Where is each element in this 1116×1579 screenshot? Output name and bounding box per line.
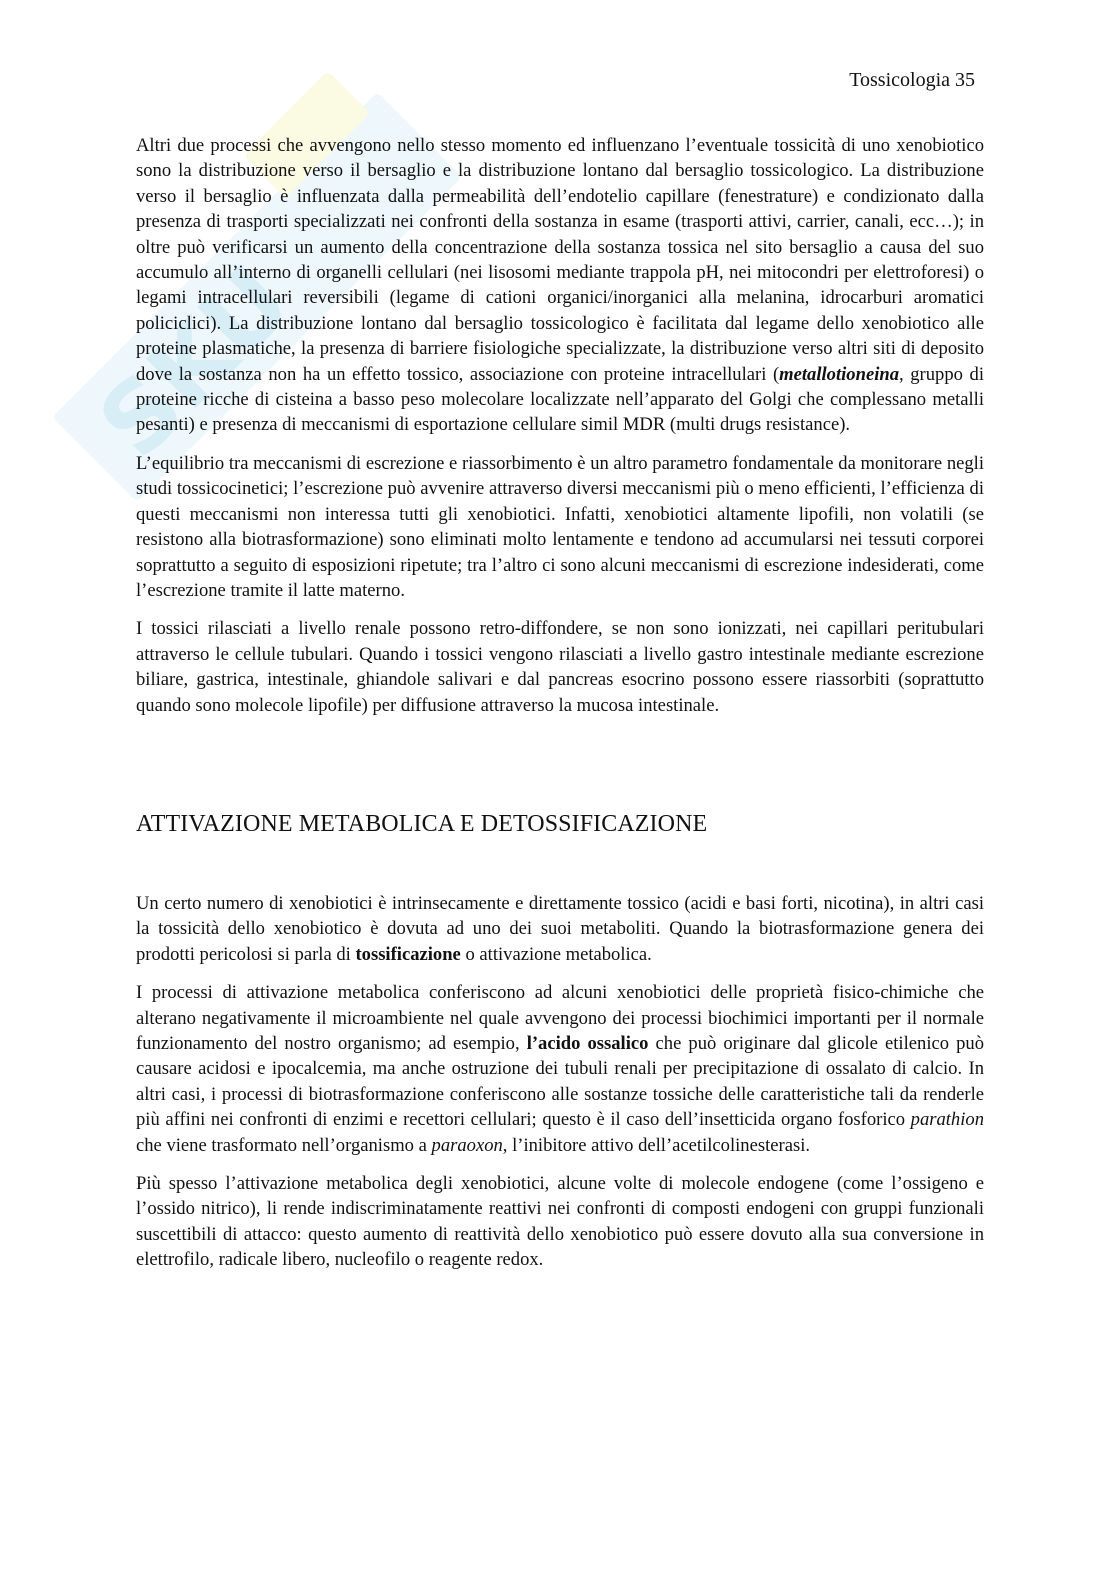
paragraph-distribuzione: Altri due processi che avvengono nello stesso momento ed influenzano l’eventuale tossicità di uno xenobiotico sono la distribuzione verso il bersaglio e la distribuzione lontano dal bersaglio tossicologico. La distribuzione verso il bersaglio è influenzata dalla permeabilità dell’endotelio capillare (fenestrature) e condizionato dalla presenza di trasporti specializzati nei confronti della sostanza in esame (trasporti attivi, carrier, canali, ecc…); in oltre può verificarsi un aumento della concentrazione della sostanza tossica nel sito bersaglio a causa del suo accumulo all’interno di organelli cellulari (nei lisosomi mediante trappola pH, nei mitocondri per elettroforesi) o legami intracellulari reversibili (legame di cationi organici/inorganici alla melanina, idrocarburi aromatici policiclici). La distribuzione lontano dal bersaglio tossicologico è facilitata dal legame dello xenobiotico alle proteine plasmatiche, la presenza di barriere fisiologiche specializzate, la distribuzione verso altri siti di deposito dove la sostanza non ha un effetto tossico, associazione con proteine intracellulari (metallotioneina, gruppo di proteine ricche di cisteina a basso peso molecolare localizzate nell’apparato del Golgi che complessano metalli pesanti) e presenza di meccanismi di esportazione cellulare simil MDR (multi drugs resistance). xyxy=(136,135,985,436)
section-spacer xyxy=(136,731,984,809)
paragraph-tossificazione: Un certo numero di xenobiotici è intrinsecamente e direttamente tossico (acidi e basi forti, nicotina), in altri casi la tossicità dello xenobiotico è dovuta ad uno dei suoi metaboliti. Quando la biotrasformazione genera dei prodotti pericolosi si parla di tossificazione o attivazione metabolica. xyxy=(136,892,984,965)
paragraph-reattivita: Più spesso l’attivazione metabolica degli xenobiotici, alcune volte di molecole endogene (come l’ossigeno e l’ossido nitrico), li rende indiscriminatamente reattivi nei confronti di composti endogeni con gruppi funzionali suscettibili di attacco: questo aumento di reattività dello xenobiotico può essere dovuto alla sua conversione in elettrofilo, radicale libero, nucleofilo o reagente redox. xyxy=(136,1173,984,1271)
term-paraoxon: paraoxon xyxy=(431,1134,503,1156)
paragraph-escrezione: L’equilibrio tra meccanismi di escrezione e riassorbimento è un altro parametro fondamentale da monitorare negli studi tossicocinetici; l’escrezione può avvenire attraverso diversi meccanismi più o meno efficienti, l’efficienza di questi meccanismi non interessa tutti gli xenobiotici. Infatti, xenobiotici altamente lipofili, non volatili (se resistono alla biotrasformazione) sono eliminati molto lentamente e tendono ad accumularsi nei tessuti corporei soprattutto a seguito di esposizioni ripetute; tra l’altro ci sono alcuni meccanismi di escrezione indesiderati, come l’escrezione tramite il latte materno. xyxy=(136,452,984,601)
term-metallotioneina: metallotioneina xyxy=(779,363,900,385)
page-content xyxy=(136,133,984,1286)
section-heading: ATTIVAZIONE METABOLICA E DETOSSIFICAZIONE xyxy=(136,810,708,837)
paragraph-riassorbimento: I tossici rilasciati a livello renale possono retro-diffondere, se non sono ionizzati, nei capillari peritubulari attraverso le cellule tubulari. Quando i tossici vengono rilasciati a livello gastro intestinale mediante escrezione biliare, gastrica, intestinale, ghiandole salivari e dal pancreas esocrino possono essere riassorbiti (soprattutto quando sono molecole lipofile) per diffusione attraverso la mucosa intestinale. xyxy=(136,618,984,716)
svg-text:SKU: SKU xyxy=(77,244,313,480)
term-tossificazione: tossificazione xyxy=(355,943,461,965)
term-acido-ossalico: l’acido ossalico xyxy=(526,1032,649,1054)
paragraph-attivazione: I processi di attivazione metabolica conferiscono ad alcuni xenobiotici delle proprietà fisico-chimiche che alterano negativamente il microambiente nel quale avvengono dei processi biochimici importanti per il normale funzionamento del nostro organismo; ad esempio, l’acido ossalico che può originare dal glicole etilenico può causare acidosi e ipocalcemia, ma anche ostruzione dei tubuli renali per precipitazione di ossalato di calcio. In altri casi, i processi di biotrasformazione conferiscono alle sostanze tossiche delle caratteristiche tali da renderle più affini nei confronti di enzimi e recettori cellulari; questo è il caso dell’insetticida organo fosforico parathion che viene trasformato nell’organismo a paraoxon, l’inibitore attivo dell’acetilcolinesterasi. xyxy=(136,982,985,1156)
running-header: Tossicologia 35 xyxy=(849,69,975,91)
term-parathion: parathion xyxy=(910,1109,984,1131)
